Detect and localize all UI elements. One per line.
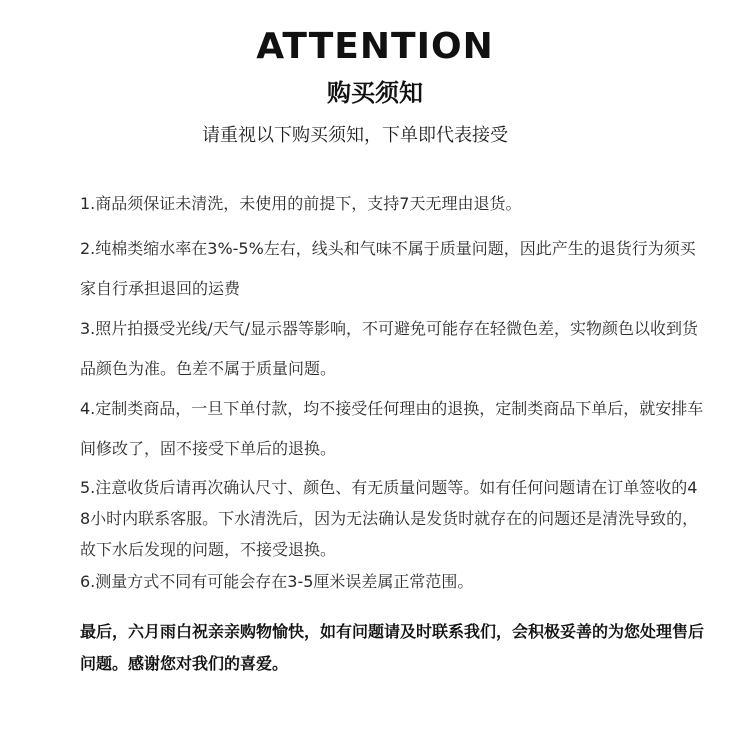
rule-item-3: 3.照片拍摄受光线/天气/显示器等影响，不可避免可能存在轻微色差，实物颜色以收到货品颜色为准。色差不属于质量问题。: [80, 319, 699, 378]
intro-text: 请重视以下购买须知，下单即代表接受: [202, 125, 508, 146]
rules-list: [80, 189, 705, 597]
rule-item-5: 5.注意收货后请再次确认尺寸、颜色、有无质量问题等。如有任何问题请在订单签收的48小时内联系客服。下水清洗后，因为无法确认是发货时就存在的问题还是清洗导致的，故下水后发现的问题，不接受退换。: [80, 478, 699, 559]
rule-item-6: 6.测量方式不同有可能会存在3-5厘米误差属正常范围。: [80, 572, 474, 591]
closing-text: 最后，六月雨白祝亲亲购物愉快，如有问题请及时联系我们，会积极妥善的为您处理售后问题。感谢您对我们的喜爱。: [80, 622, 705, 673]
rule-item-2: 2.纯棉类缩水率在3%-5%左右，线头和气味不属于质量问题，因此产生的退货行为须买家自行承担退回的运费: [80, 239, 696, 298]
rule-item-4: 4.定制类商品，一旦下单付款，均不接受任何理由的退换，定制类商品下单后，就安排车间修改了，固不接受下单后的退换。: [80, 399, 704, 458]
rule-item-1: 1.商品须保证未清洗，未使用的前提下，支持7天无理由退货。: [80, 194, 522, 213]
page-subtitle: 购买须知: [327, 79, 423, 107]
page-title: ATTENTION: [256, 26, 494, 67]
